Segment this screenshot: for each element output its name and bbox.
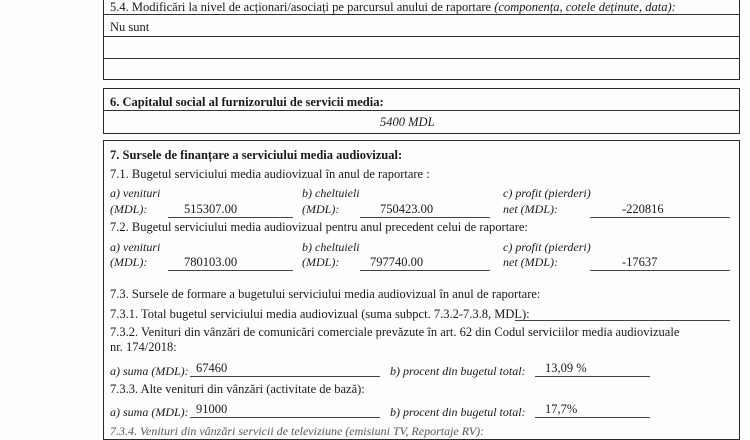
section-7-3-label: 7.3. Sursele de formare a bugetului serviciului media audiovizual în anul de raportare: xyxy=(110,287,541,301)
s733-pct-value: 17,7% xyxy=(545,402,578,416)
s71-b-label-2: (MDL): xyxy=(302,202,340,216)
section-5-4-line-1 xyxy=(103,36,740,37)
s733-sum-value: 91000 xyxy=(196,402,228,416)
s71-b-label-1: b) cheltuieli xyxy=(302,186,360,200)
section-7-3-1-label: 7.3.1. Total bugetul serviciului media audiovizual (suma subpct. 7.3.2-7.3.8, MDL): xyxy=(110,307,530,321)
s732-sum-label: a) suma (MDL): xyxy=(110,364,189,378)
section-6-divider xyxy=(103,110,740,111)
section-5-4-value: Nu sunt xyxy=(110,20,150,34)
s71-a-label-1: a) venituri xyxy=(110,186,161,200)
s72-a-label-1: a) venituri xyxy=(110,240,161,254)
s71-a-label-2: (MDL): xyxy=(110,202,148,216)
s72-c-label-2: net (MDL): xyxy=(503,255,558,269)
section-7-3-2-line-2: nr. 174/2018: xyxy=(110,340,177,354)
s72-a-label-2: (MDL): xyxy=(110,255,148,269)
section-5-4-line-2 xyxy=(103,58,740,59)
s732-pct-value: 13,09 % xyxy=(545,361,587,375)
s71-b-underline xyxy=(360,217,490,218)
s72-a-underline xyxy=(168,270,293,271)
s72-c-value: -17637 xyxy=(622,255,658,269)
s72-b-value: 797740.00 xyxy=(370,255,424,269)
s732-pct-underline xyxy=(535,376,650,377)
section-5-4-divider xyxy=(103,14,740,15)
s731-underline xyxy=(515,320,730,321)
section-7-3-3-label: 7.3.3. Alte venituri din vânzări (activitate de bază): xyxy=(110,382,365,396)
s733-pct-label: b) procent din bugetul total: xyxy=(390,405,526,419)
s71-a-underline xyxy=(168,217,293,218)
s71-c-label-2: net (MDL): xyxy=(503,202,558,216)
s732-sum-value: 67460 xyxy=(196,361,228,375)
section-6-value: 5400 MDL xyxy=(380,115,435,129)
section-5-4-heading: 5.4. Modificări la nivel de acționari/asociați pe parcursul anului de raportare (componența, cotele deținute, data): xyxy=(110,0,676,14)
s72-b-label-2: (MDL): xyxy=(302,255,340,269)
s72-c-label-1: c) profit (pierderi) xyxy=(503,240,591,254)
section-7-1-label: 7.1. Bugetul serviciului media audiovizual în anul de raportare : xyxy=(110,167,430,181)
section-6-heading: 6. Capitalul social al furnizorului de servicii media: xyxy=(110,95,384,109)
s71-c-label-1: c) profit (pierderi) xyxy=(503,186,591,200)
s733-sum-label: a) suma (MDL): xyxy=(110,405,189,419)
s71-a-value: 515307.00 xyxy=(184,202,238,216)
s733-pct-underline xyxy=(535,417,650,418)
s71-c-value: -220816 xyxy=(622,202,664,216)
s732-sum-underline xyxy=(190,376,380,377)
s732-pct-label: b) procent din bugetul total: xyxy=(390,364,526,378)
s72-c-underline xyxy=(590,270,730,271)
section-7-2-label: 7.2. Bugetul serviciului media audiovizual pentru anul precedent celui de raportare: xyxy=(110,220,528,234)
s72-b-label-1: b) cheltuieli xyxy=(302,240,360,254)
s72-b-underline xyxy=(360,270,490,271)
s733-sum-underline xyxy=(190,417,380,418)
s71-b-value: 750423.00 xyxy=(380,202,434,216)
section-7-heading: 7. Sursele de finanțare a serviciului media audiovizual: xyxy=(110,148,403,162)
section-7-3-2-line-1: 7.3.2. Venituri din vânzări de comunicări comerciale prevăzute în art. 62 din Codul serviciilor media audiovizuale xyxy=(110,325,680,339)
s71-c-underline xyxy=(590,217,730,218)
section-7-3-4-partial: 7.3.4. Venituri din vânzări servicii de televiziune (emisiuni TV, Reportaje RV): xyxy=(110,424,485,438)
s72-a-value: 780103.00 xyxy=(184,255,238,269)
